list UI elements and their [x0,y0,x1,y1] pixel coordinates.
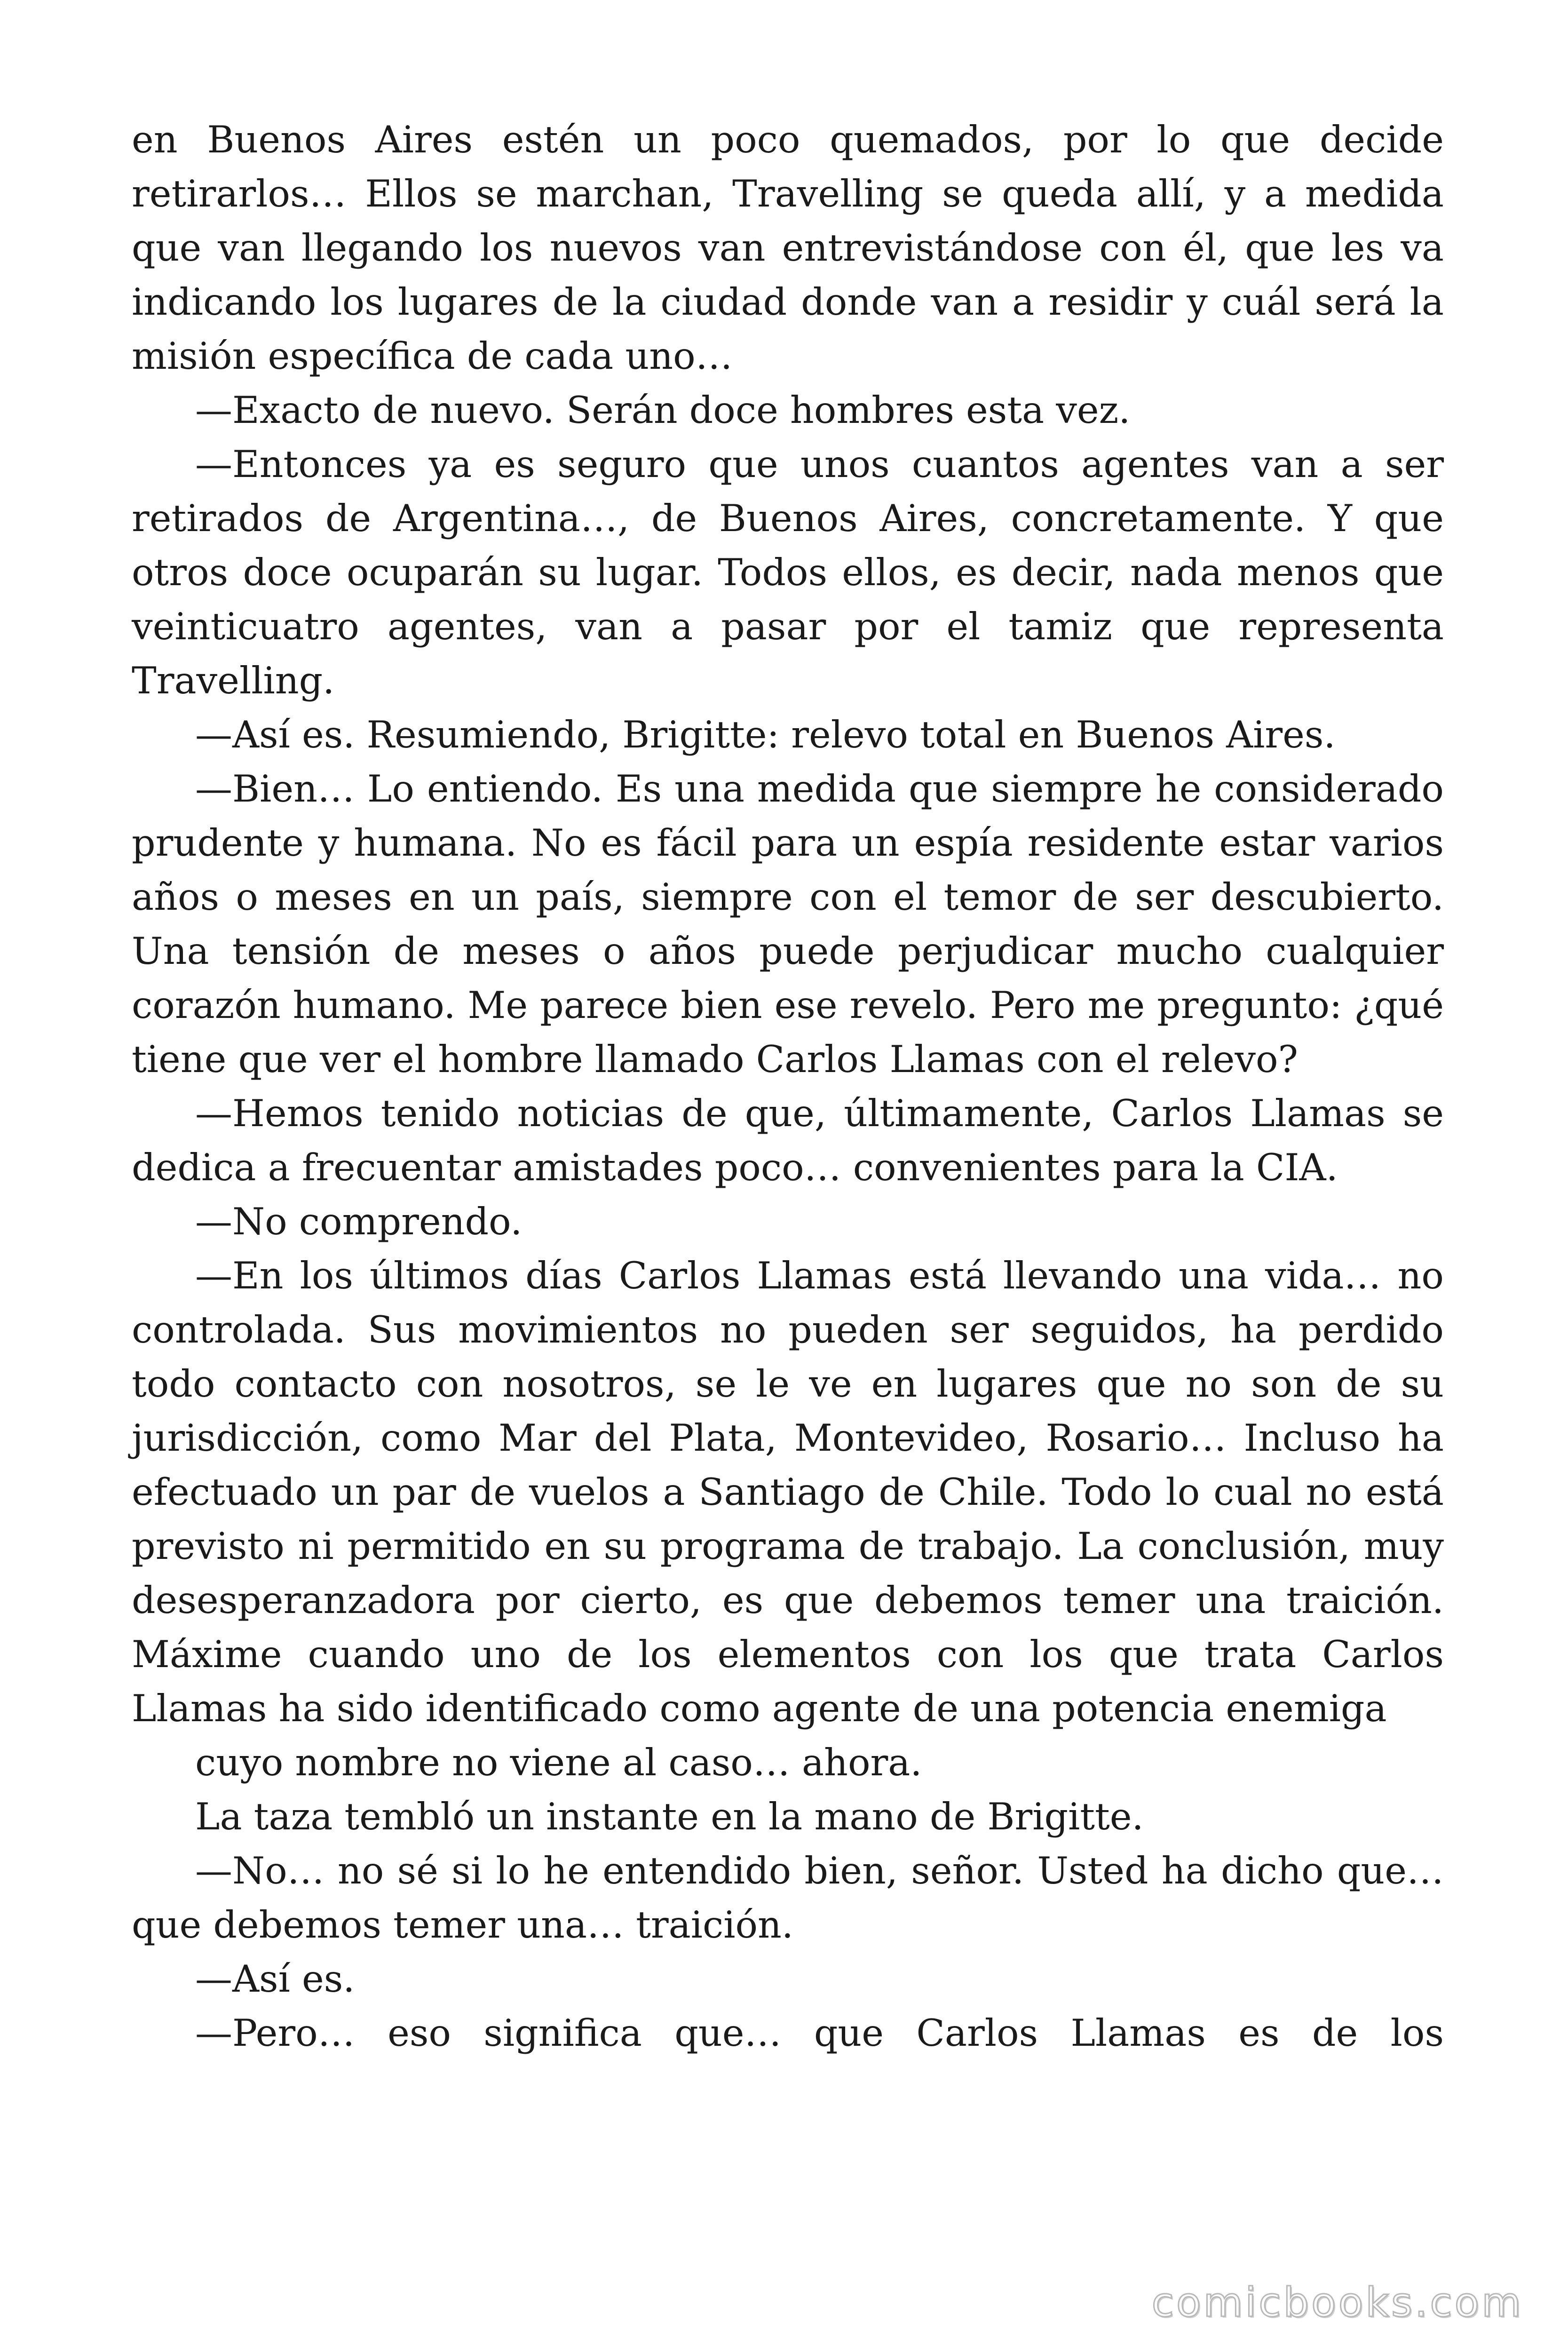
paragraph-5: —Bien… Lo entiendo. Es una medida que siempre he considerado prudente y humana. No es fácil para un espía residente estar varios años o meses en un país, siempre con el temor de ser descubierto. Una tensión de meses o años puede perjudicar mucho cualquier corazón humano. Me parece bien ese revelo. Pero me pregunto: ¿qué tiene que ver el hombre llamado Carlos Llamas con el relevo? [132,767,1444,1081]
paragraph-3: —Entonces ya es seguro que unos cuantos agentes van a ser retirados de Argentina…, de Buenos Aires, concretamente. Y que otros doce ocuparán su lugar. Todos ellos, es decir, nada menos que veinticuatro agentes, van a pasar por el tamiz que representa Travelling. [132,443,1444,702]
book-page-text [132,113,1444,2060]
paragraph-1: en Buenos Aires estén un poco quemados, por lo que decide retirarlos… Ellos se marchan, Travelling se queda allí, y a medida que van llegando los nuevos van entrevistándose con él, que les va indicando los lugares de la ciudad donde van a residir y cuál será la misión específica de cada uno… [132,118,1444,378]
paragraph-4: —Así es. Resumiendo, Brigitte: relevo total en Buenos Aires. [195,713,1336,756]
watermark: comicbooks.com [1151,2279,1523,2326]
paragraph-2: —Exacto de nuevo. Serán doce hombres esta vez. [195,389,1131,432]
paragraph-10: La taza tembló un instante en la mano de Brigitte. [195,1795,1144,1838]
paragraph-11: —No… no sé si lo he entendido bien, señor. Usted ha dicho que… que debemos temer una… traición. [132,1849,1444,1947]
paragraph-13: —Pero… eso significa que… que Carlos Llamas es de los [195,2011,1444,2055]
paragraph-9: cuyo nombre no viene al caso… ahora. [195,1741,922,1784]
paragraph-6: —Hemos tenido noticias de que, últimamente, Carlos Llamas se dedica a frecuentar amistades poco… convenientes para la CIA. [132,1092,1444,1189]
paragraph-7: —No comprendo. [195,1200,523,1243]
paragraph-12: —Así es. [195,1957,355,2001]
paragraph-8: —En los últimos días Carlos Llamas está llevando una vida… no controlada. Sus movimientos no pueden ser seguidos, ha perdido todo contacto con nosotros, se le ve en lugares que no son de su jurisdicción, como Mar del Plata, Montevideo, Rosario… Incluso ha efectuado un par de vuelos a Santiago de Chile. Todo lo cual no está previsto ni permitido en su programa de trabajo. La conclusión, muy desesperanzadora por cierto, es que debemos temer una traición. Máxime cuando uno de los elementos con los que trata Carlos Llamas ha sido identificado como agente de una potencia enemiga [132,1254,1444,1730]
